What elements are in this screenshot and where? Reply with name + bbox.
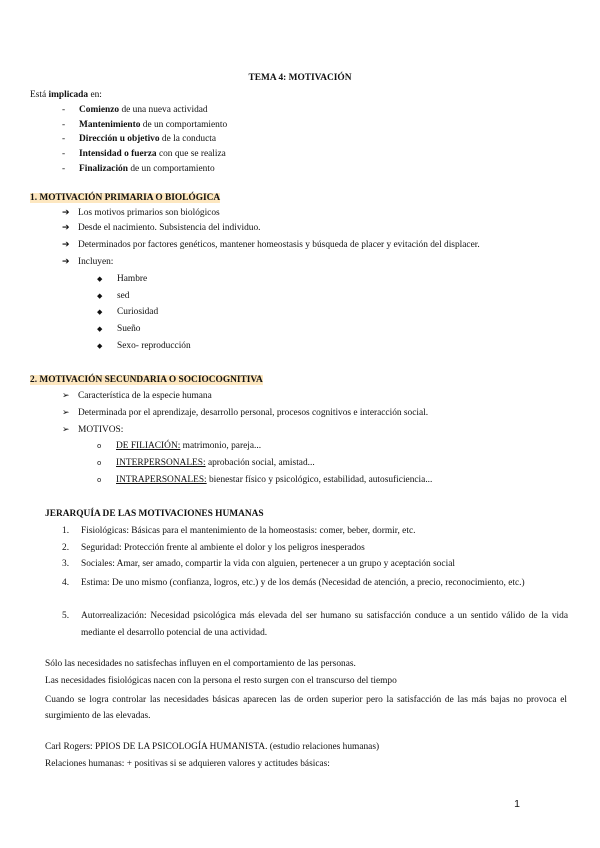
list-item: ➔ Los motivos primarios son biológicos bbox=[62, 208, 220, 218]
paragraph: Sólo las necesidades no satisfechas influyen en el comportamiento de las personas. bbox=[45, 659, 356, 669]
list-item: ◆ Curiosidad bbox=[97, 307, 159, 317]
list-item: ➢ MOTIVOS: bbox=[62, 425, 124, 435]
intro-line bbox=[30, 90, 102, 101]
list-item: o INTERPERSONALES: aprobación social, amistad... bbox=[97, 458, 315, 468]
arrow-bullet-icon: ➔ bbox=[62, 240, 70, 250]
dot-bullet-icon: ◆ bbox=[97, 325, 103, 333]
dot-bullet-icon: ◆ bbox=[97, 342, 103, 350]
intro-suffix: en: bbox=[88, 90, 102, 100]
list-item: - Mantenimiento de un comportamiento bbox=[62, 120, 228, 130]
dot-bullet-icon: ◆ bbox=[97, 308, 103, 316]
list-item: 4. Estima: De uno mismo (confianza, logros, etc.) y de los demás (Necesidad de atención, a precio, reconocimiento, etc.) bbox=[62, 578, 525, 588]
list-item: - Dirección u objetivo de la conducta bbox=[62, 134, 217, 144]
list-item: ➔ Determinados por factores genéticos, mantener homeostasis y búsqueda de placer y evitación del displacer. bbox=[62, 240, 480, 250]
arrowhead-bullet-icon: ➢ bbox=[62, 408, 70, 418]
section2-heading: 2. MOTIVACIÓN SECUNDARIA O SOCIOCOGNITIVA bbox=[30, 375, 263, 385]
arrow-bullet-icon: ➔ bbox=[62, 223, 70, 233]
arrow-bullet-icon: ➔ bbox=[62, 208, 70, 218]
list-item: o INTRAPERSONALES: bienestar físico y psicológico, estabilidad, autosuficiencia... bbox=[97, 475, 433, 485]
list-item: - Intensidad o fuerza con que se realiza bbox=[62, 149, 226, 159]
list-item: ◆ Sueño bbox=[97, 324, 141, 334]
list-item: 1. Fisiológicas: Básicas para el mantenimiento de la homeostasis: comer, beber, dormir, etc. bbox=[62, 526, 416, 536]
page-number: 1 bbox=[514, 798, 520, 810]
list-item: ➔ Incluyen: bbox=[62, 257, 114, 267]
circle-bullet-icon: o bbox=[97, 476, 102, 484]
jerarquia-heading: JERARQUÍA DE LAS MOTIVACIONES HUMANAS bbox=[45, 509, 264, 519]
list-item: 5. Autorrealización: Necesidad psicológica más elevada del ser humano su satisfacción conduce a un sentido válido de la vida mediante el desarrollo potencial de una actividad. bbox=[62, 611, 568, 638]
list-item: - Finalización de un comportamiento bbox=[62, 164, 215, 174]
list-item: ◆ Sexo- reproducción bbox=[97, 341, 191, 351]
list-item: - Comienzo de una nueva actividad bbox=[62, 105, 208, 115]
list-item: o DE FILIACIÓN: matrimonio, pareja... bbox=[97, 441, 262, 451]
list-item: 3. Sociales: Amar, ser amado, compartir la vida con alguien, pertenecer a un grupo y aceptación social bbox=[62, 559, 455, 569]
circle-bullet-icon: o bbox=[97, 442, 102, 450]
list-item: 2. Seguridad: Protección frente al ambiente el dolor y los peligros inesperados bbox=[62, 543, 365, 553]
document-title: TEMA 4: MOTIVACIÓN bbox=[248, 73, 352, 83]
list-item: ➔ Desde el nacimiento. Subsistencia del individuo. bbox=[62, 223, 261, 233]
dot-bullet-icon: ◆ bbox=[97, 292, 103, 300]
intro-prefix: Está bbox=[30, 90, 49, 100]
list-item: ➢ Característica de la especie humana bbox=[62, 391, 212, 401]
arrowhead-bullet-icon: ➢ bbox=[62, 391, 70, 401]
paragraph: Cuando se logra controlar las necesidades básicas aparecen las de orden superior pero la satisfacción de las más bajas no provoca el surgimiento de las elevadas. bbox=[45, 695, 567, 721]
dot-bullet-icon: ◆ bbox=[97, 275, 103, 283]
list-item: ◆ sed bbox=[97, 291, 130, 301]
arrowhead-bullet-icon: ➢ bbox=[62, 425, 70, 435]
section1-heading: 1. MOTIVACIÓN PRIMARIA O BIOLÓGICA bbox=[30, 193, 221, 203]
rogers-line: Carl Rogers: PPIOS DE LA PSICOLOGÍA HUMANISTA. (estudio relaciones humanas) bbox=[45, 742, 380, 752]
list-item: ➢ Determinada por el aprendizaje, desarrollo personal, procesos cognitivos e interacción social. bbox=[62, 408, 429, 418]
intro-bold: implicada bbox=[48, 90, 89, 100]
paragraph: Las necesidades fisiológicas nacen con la persona el resto surgen con el transcurso del tiempo bbox=[45, 676, 397, 686]
list-item: ◆ Hambre bbox=[97, 274, 148, 284]
circle-bullet-icon: o bbox=[97, 459, 102, 467]
rogers-line: Relaciones humanas: + positivas si se adquieren valores y actitudes básicas: bbox=[45, 759, 330, 769]
arrow-bullet-icon: ➔ bbox=[62, 257, 70, 267]
